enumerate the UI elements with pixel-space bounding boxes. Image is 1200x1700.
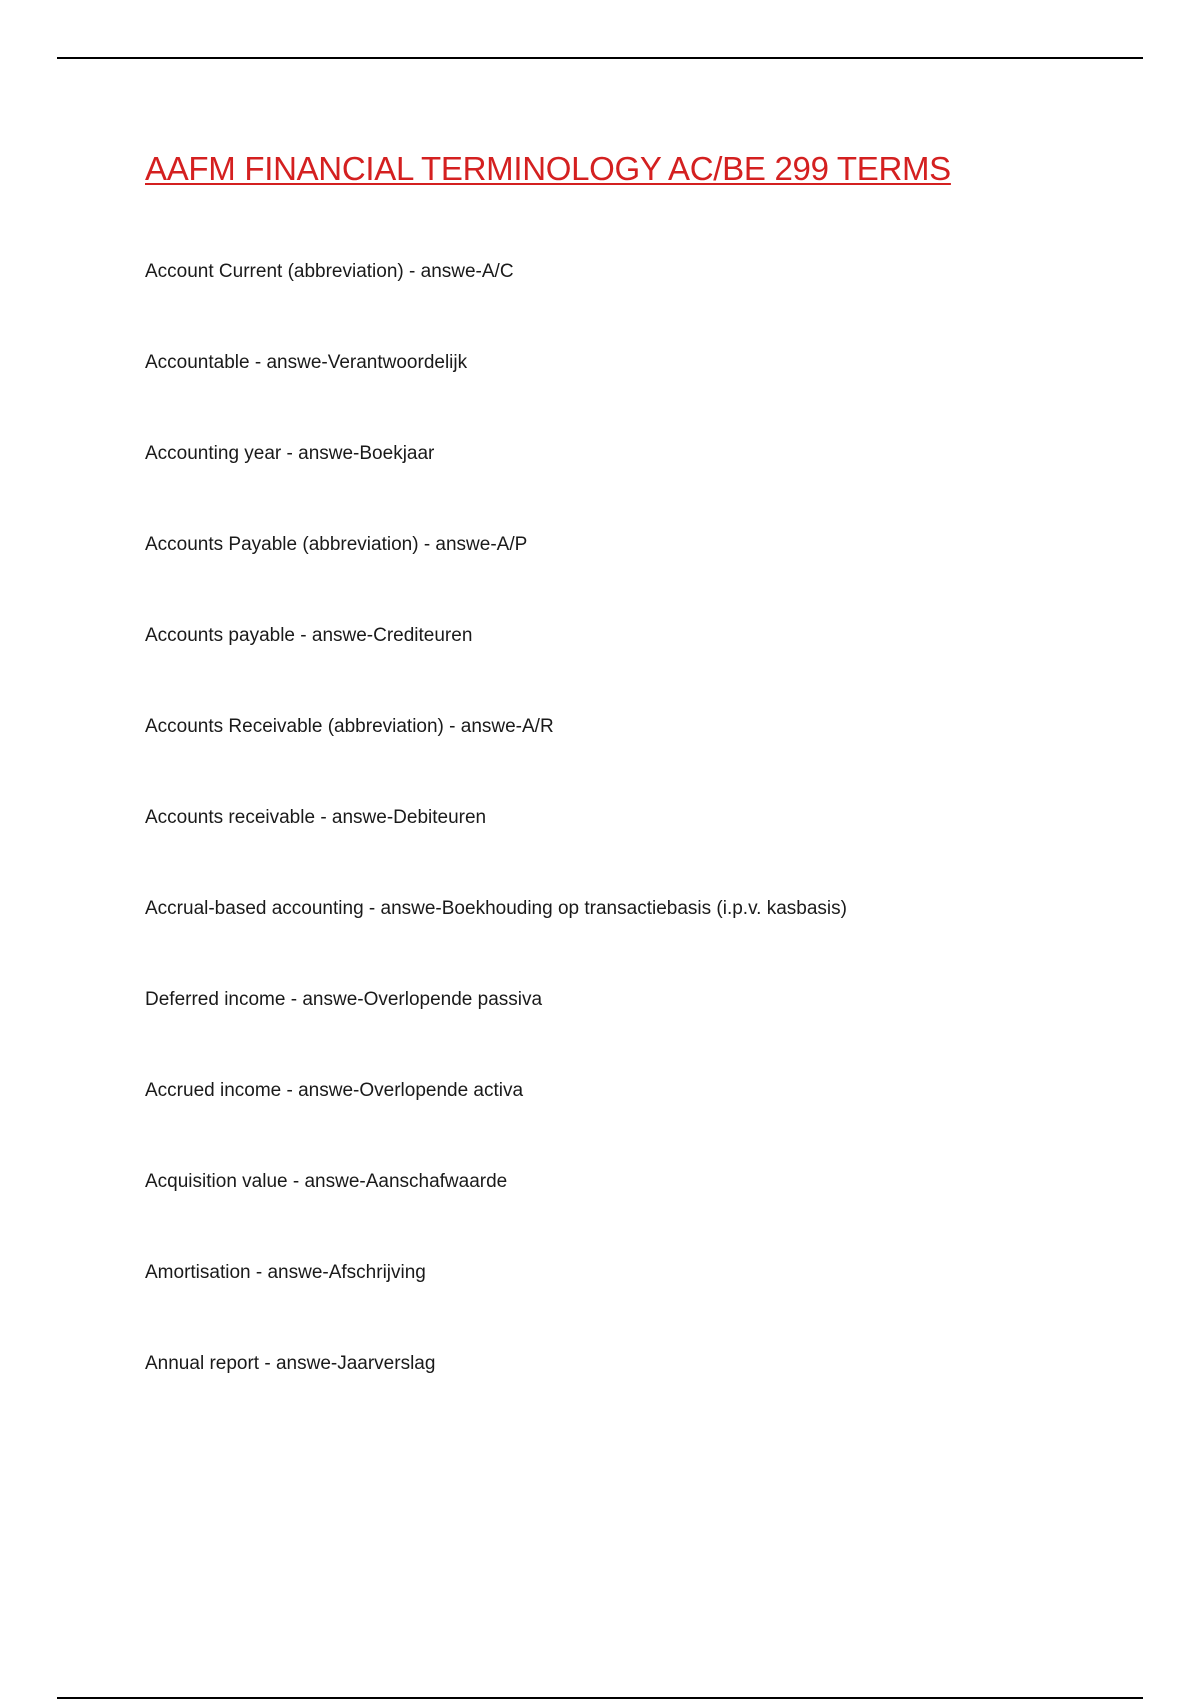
term-item: Annual report - answe-Jaarverslag: [145, 1353, 436, 1374]
term-item: Accountable - answe-Verantwoordelijk: [145, 352, 468, 373]
term-item: Accounting year - answe-Boekjaar: [145, 443, 435, 464]
term-item: Deferred income - answe-Overlopende passiva: [145, 989, 543, 1010]
terms-list: [145, 260, 847, 1443]
term-item: Accounts Receivable (abbreviation) - answe-A/R: [145, 716, 554, 737]
term-item: Amortisation - answe-Afschrijving: [145, 1262, 426, 1283]
term-item: Accrued income - answe-Overlopende activa: [145, 1080, 524, 1101]
term-item: Accounts Payable (abbreviation) - answe-A/P: [145, 534, 528, 555]
term-item: Accounts receivable - answe-Debiteuren: [145, 807, 487, 828]
footer-rule: [57, 1697, 1143, 1699]
term-item: Accounts payable - answe-Crediteuren: [145, 625, 473, 646]
term-item: Acquisition value - answe-Aanschafwaarde: [145, 1171, 508, 1192]
header-rule: [57, 57, 1143, 59]
term-item: Account Current (abbreviation) - answe-A/C: [145, 261, 514, 282]
document-title: AAFM FINANCIAL TERMINOLOGY AC/BE 299 TERMS: [145, 150, 951, 187]
term-item: Accrual-based accounting - answe-Boekhouding op transactiebasis (i.p.v. kasbasis): [145, 898, 847, 919]
